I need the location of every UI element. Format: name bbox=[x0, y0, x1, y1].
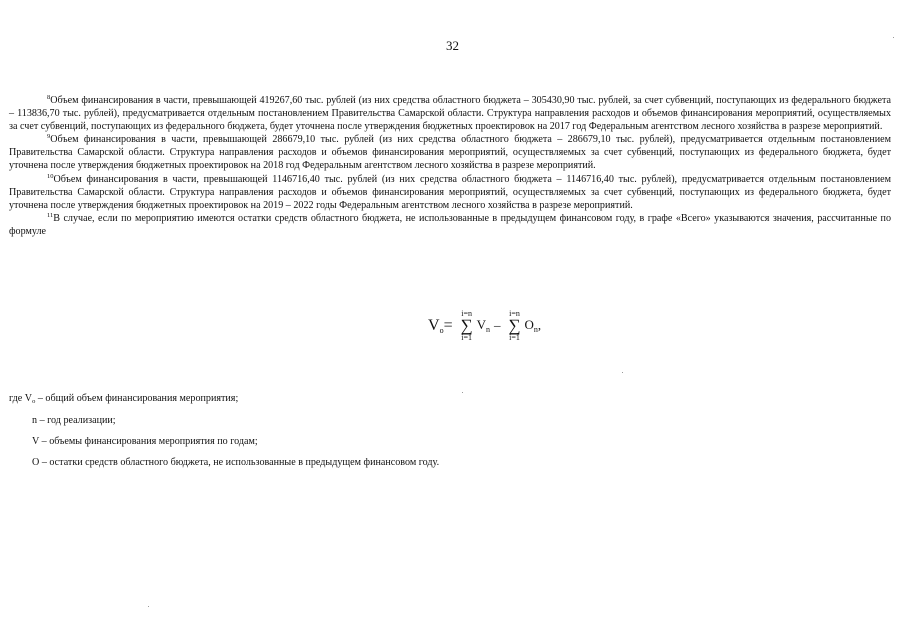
legend-v0-symbol: где V bbox=[9, 393, 33, 404]
footnote-text: Объем финансирования в части, превышающей 419267,60 тыс. рублей (из них средства областного бюджета – 305430,90 тыс. рублей, за счет субвенций, поступающих из федерального бюджета – 113836,70 тыс. рублей), предусматривается отдельным постановлением Правительства Самарской области. Структура направления расходов и объемов финансирования мероприятий, осуществляемых за счет субвенций, поступающих из федерального бюджета, будет уточнена после утверждения бюджетных проектировок на 2017 год Федеральным агентством лесного хозяйства в разрезе мероприятий. bbox=[9, 95, 891, 133]
sum-operator-1 bbox=[458, 309, 476, 342]
footnote-marker: 8 bbox=[47, 94, 51, 101]
scan-speck bbox=[148, 606, 149, 607]
footnote-11 bbox=[9, 212, 891, 238]
term-v-subscript: n bbox=[485, 325, 490, 334]
formula-lhs bbox=[428, 317, 444, 335]
footnote-10 bbox=[9, 173, 891, 212]
sum-upper-limit: i=n bbox=[461, 309, 472, 318]
term-o-subscript: n bbox=[533, 325, 538, 334]
sum-symbol: ∑ bbox=[460, 316, 473, 335]
formula-minus: – bbox=[493, 317, 501, 333]
footnote-9 bbox=[9, 133, 891, 172]
term-o-symbol: O bbox=[524, 317, 534, 332]
sum-operator-2 bbox=[505, 309, 523, 342]
formula-term-o bbox=[524, 317, 537, 332]
footnote-text: В случае, если по мероприятию имеются остатки средств областного бюджета, не использованные в предыдущем финансовом году, в графе «Всего» указываются значения, рассчитанные по формуле bbox=[9, 212, 891, 237]
formula-comma: , bbox=[537, 317, 542, 333]
sum-symbol: ∑ bbox=[508, 316, 521, 335]
legend-v: V – объемы финансирования мероприятия по годам; bbox=[32, 436, 258, 447]
sum-lower-limit: i=1 bbox=[461, 333, 472, 342]
scan-speck bbox=[893, 37, 894, 38]
term-v-symbol: V bbox=[476, 317, 486, 332]
formula-lhs-subscript: o bbox=[439, 325, 444, 335]
footnote-marker: 10 bbox=[47, 172, 54, 180]
formula-term-v bbox=[477, 317, 490, 332]
footnote-text: Объем финансирования в части, превышающей 286679,10 тыс. рублей (из них средства областного бюджета – 286679,10 тыс. рублей), предусматривается отдельным постановлением Правительства Самарской области. Структура направления расходов и объемов финансирования мероприятий, осуществляемых за счет субвенций, поступающих из федерального бюджета, будет уточнена после утверждения бюджетных проектировок на 2018 год Федеральным агентством лесного хозяйства в разрезе мероприятий. bbox=[9, 134, 891, 172]
scan-speck bbox=[622, 372, 623, 373]
formula-equals: = bbox=[443, 316, 453, 334]
page-number: 32 bbox=[446, 38, 459, 53]
sum-upper-limit: i=n bbox=[509, 309, 520, 318]
legend-n: n – год реализации; bbox=[32, 415, 116, 426]
footnote-marker: 9 bbox=[47, 133, 51, 141]
formula-lhs-symbol: V bbox=[428, 316, 440, 334]
footnote-text: Объем финансирования в части, превышающей 1146716,40 тыс. рублей (из них средства областного бюджета – 1146716,40 тыс. рублей), предусматривается отдельным постановлением Правительства Самарской области. Структура направления расходов и объемов финансирования мероприятий, осуществляемых за счет субвенций, поступающих из федерального бюджета, будет уточнена после утверждения бюджетных проектировок на 2019 – 2022 годы Федеральным агентством лесного хозяйства в разрезе мероприятий. bbox=[9, 173, 891, 211]
scan-speck bbox=[462, 392, 463, 393]
footnote-8 bbox=[9, 94, 891, 133]
footnote-marker: 11 bbox=[47, 211, 54, 219]
legend-v0-text: – общий объем финансирования мероприятия; bbox=[35, 393, 239, 404]
legend-v0 bbox=[9, 393, 889, 405]
sum-lower-limit: i=1 bbox=[509, 333, 520, 342]
footnotes bbox=[9, 94, 891, 238]
legend-v0-subscript: o bbox=[32, 398, 36, 405]
formula bbox=[428, 309, 541, 342]
legend-o: O – остатки средств областного бюджета, не использованные в предыдущем финансовом году. bbox=[32, 457, 440, 468]
formula-legend bbox=[9, 393, 889, 478]
